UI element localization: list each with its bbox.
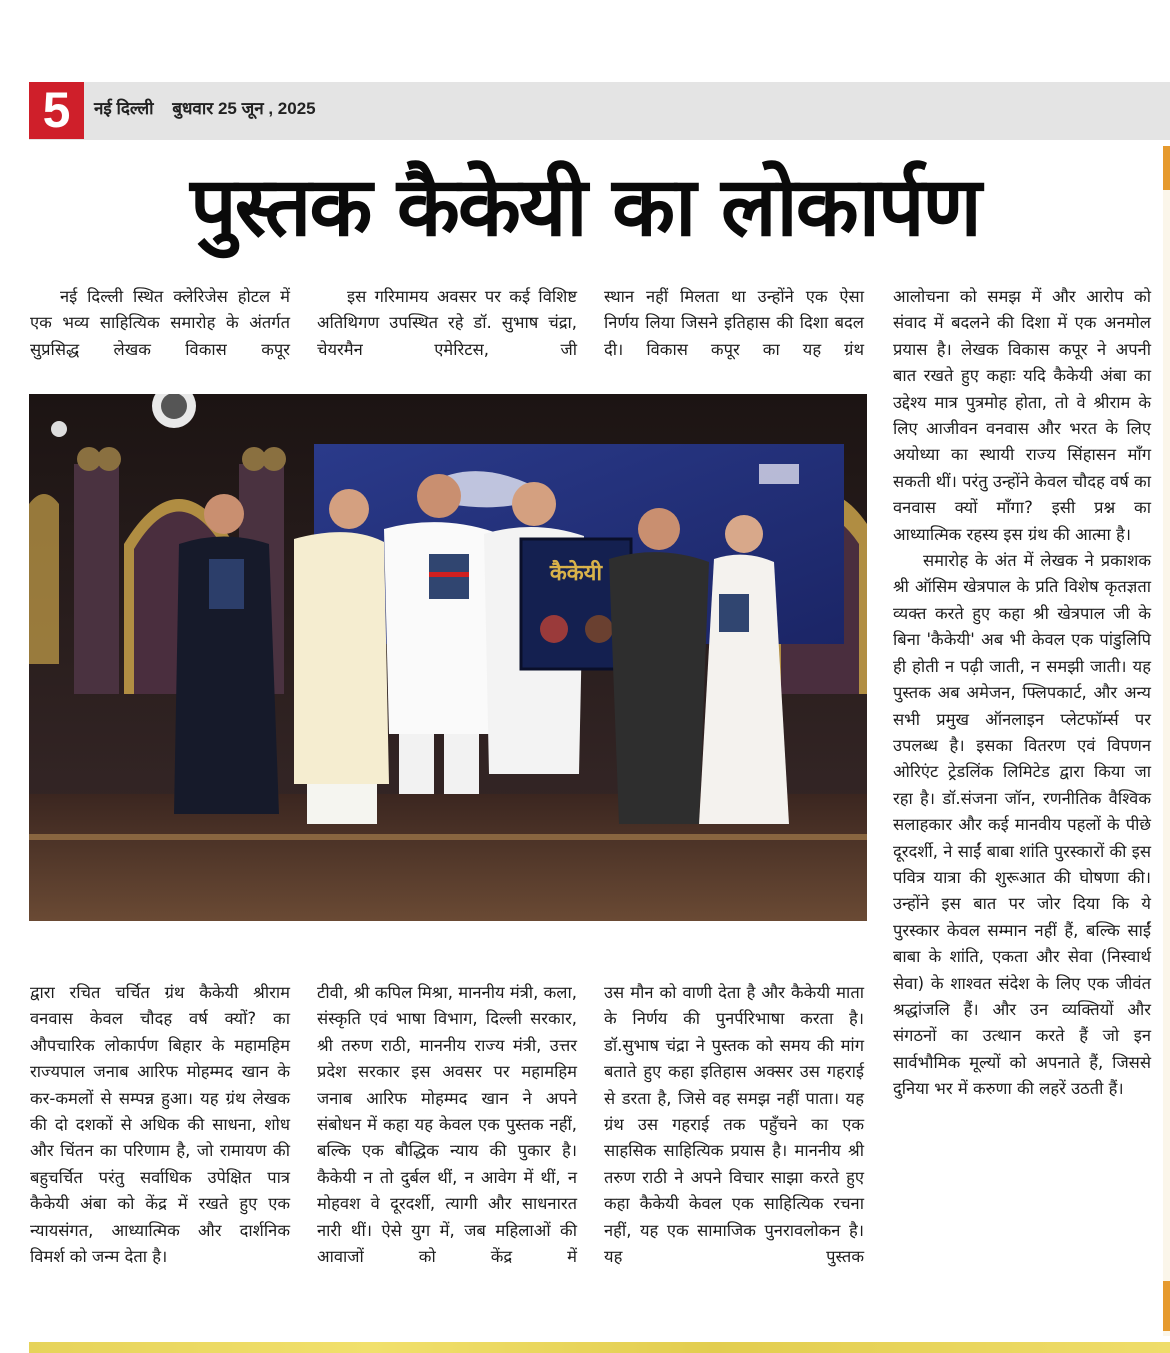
book-cover-title: कैकेयी — [549, 561, 603, 586]
headline: पुस्तक कैकेयी का लोकार्पण — [190, 160, 980, 255]
page-number: 5 — [29, 82, 84, 139]
paragraph: स्थान नहीं मिलता था उन्होंने एक ऐसा निर्णय लिया जिसने इतिहास की दिशा बदल दी। विकास कपूर का यह ग्रंथ — [604, 287, 864, 359]
paragraph: आलोचना को समझ में और आरोप को संवाद में बदलने की दिशा में एक अनमोल प्रयास है। लेखक विकास कपूर ने अपनी बात रखते हुए कहाः यदि कैकेयी अंबा का उद्देश्य मात्र पुत्रमोह होता, तो वे श्रीराम के लिए आजीवन वनवास और भरत के लिए अयोध्या का स्थायी राज्य सिंहासन माँग सकती थीं। परंतु उन्होंने केवल चौदह वर्ष का वनवास क्यों माँगा? इसी प्रश्न का आध्यात्मिक रहस्य इस ग्रंथ की आत्मा है। — [893, 287, 1151, 544]
bottom-decorative-band — [29, 1342, 1170, 1353]
event-photo-illustration — [29, 394, 867, 921]
dateline — [94, 96, 316, 119]
paragraph: द्वारा रचित चर्चित ग्रंथ कैकेयी श्रीराम वनवास केवल चौदह वर्ष क्यों? का औपचारिक लोकार्पण बिहार के महामहिम राज्यपाल जनाब आरिफ मोहम्मद खान के कर-कमलों से सम्पन्न हुआ। यह ग्रंथ लेखक की दो दशकों से अधिक की साधना, शोध और चिंतन का परिणाम है, जो रामायण की बहुचर्चित परंतु सर्वाधिक उपेक्षित पात्र कैकेयी अंबा को केंद्र में रखते हुए एक न्यायसंगत, आध्यात्मिक और दार्शनिक विमर्श को जन्म देता है। — [30, 983, 290, 1267]
paragraph: टीवी, श्री कपिल मिश्रा, माननीय मंत्री, कला, संस्कृति एवं भाषा विभाग, दिल्ली सरकार, श्री तरुण राठी, माननीय राज्य मंत्री, उत्तर प्रदेश सरकार इस अवसर पर महामहिम जनाब आरिफ मोहम्मद खान ने अपने संबोधन में कहा यह केवल एक पुस्तक नहीं, बल्कि एक बौद्धिक न्याय की पुकार है। कैकेयी न तो दुर्बल थीं, न आवेग में थीं, न मोहवश वे दूरदर्शी, त्यागी और साधनारत नारी थीं। ऐसे युग में, जब महिलाओं की आवाजों को केंद्र में — [317, 983, 577, 1267]
article-column-3-bottom — [604, 980, 864, 1270]
article-column-1-top — [30, 284, 290, 363]
paragraph: इस गरिमामय अवसर पर कई विशिष्ट अतिथिगण उपस्थित रहे डॉ. सुभाष चंद्रा, चेयरमैन एमेरिटस, जी — [317, 287, 577, 359]
article-column-1-bottom — [30, 980, 290, 1270]
article-column-2-top — [317, 284, 577, 363]
dateline-date: बुधवार 25 जून , 2025 — [172, 99, 316, 118]
article-column-4 — [893, 284, 1151, 1103]
dateline-city: नई दिल्ली — [94, 99, 154, 118]
article-column-3-top — [604, 284, 864, 363]
paragraph: नई दिल्ली स्थित क्लेरिजेस होटल में एक भव्य साहित्यिक समारोह के अंतर्गत सुप्रसिद्ध लेखक विकास कपूर — [30, 287, 290, 359]
event-photo — [29, 394, 867, 921]
article-column-2-bottom — [317, 980, 577, 1270]
paragraph: समारोह के अंत में लेखक ने प्रकाशक श्री ऑसिम खेत्रपाल के प्रति विशेष कृतज्ञता व्यक्त करते हुए कहा श्री खेत्रपाल जी के बिना 'कैकेयी' अब भी केवल एक पांडुलिपि ही होती न पढ़ी जाती, न समझी जाती। यह पुस्तक अब अमेजन, फ्लिपकार्ट, और अन्य सभी प्रमुख ऑनलाइन प्लेटफॉर्म्स पर उपलब्ध है। इसका वितरण एवं विपणन ओरिएंट ट्रेडलिंक लिमिटेड द्वारा किया जा रहा है। डॉ.संजना जॉन, रणनीतिक वैश्विक सलाहकार और कई मानवीय पहलों के पीछे दूरदर्शी, ने साईं बाबा शांति पुरस्कारों की इस पवित्र यात्रा की शुरूआत की घोषणा की। उन्होंने इस बात पर जोर दिया कि ये पुरस्कार केवल सम्मान नहीं हैं, बल्कि साईं बाबा के शांति, एकता और सेवा (निस्वार्थ सेवा) के शाश्वत संदेश के लिए एक जीवंत श्रद्धांजलि हैं। और उन व्यक्तियों और संगठनों का उत्थान करते हैं जो इन सार्वभौमिक मूल्यों को अपनाते हैं, जिससे दुनिया भर में करुणा की लहरें उठती हैं। — [893, 551, 1151, 1099]
person-2 — [294, 489, 389, 824]
paragraph: उस मौन को वाणी देता है और कैकेयी माता के निर्णय की पुनर्परिभाषा करता है। डॉ.सुभाष चंद्रा ने पुस्तक को समय की मांग बताते हुए कहा इतिहास अक्सर उस गहराई से डरता है, जिसे वह समझ नहीं पाता। यह ग्रंथ उस गहराई तक पहुँचने का एक साहसिक साहित्यिक प्रयास है। माननीय श्री तरुण राठी ने अपने विचार साझा करते हुए कहा कैकेयी केवल एक साहित्यिक रचना नहीं, यह एक सामाजिक पुनरावलोकन है। यह पुस्तक — [604, 983, 864, 1267]
side-accent-strip — [1163, 146, 1170, 1336]
side-accent-bottom — [1163, 1281, 1170, 1331]
